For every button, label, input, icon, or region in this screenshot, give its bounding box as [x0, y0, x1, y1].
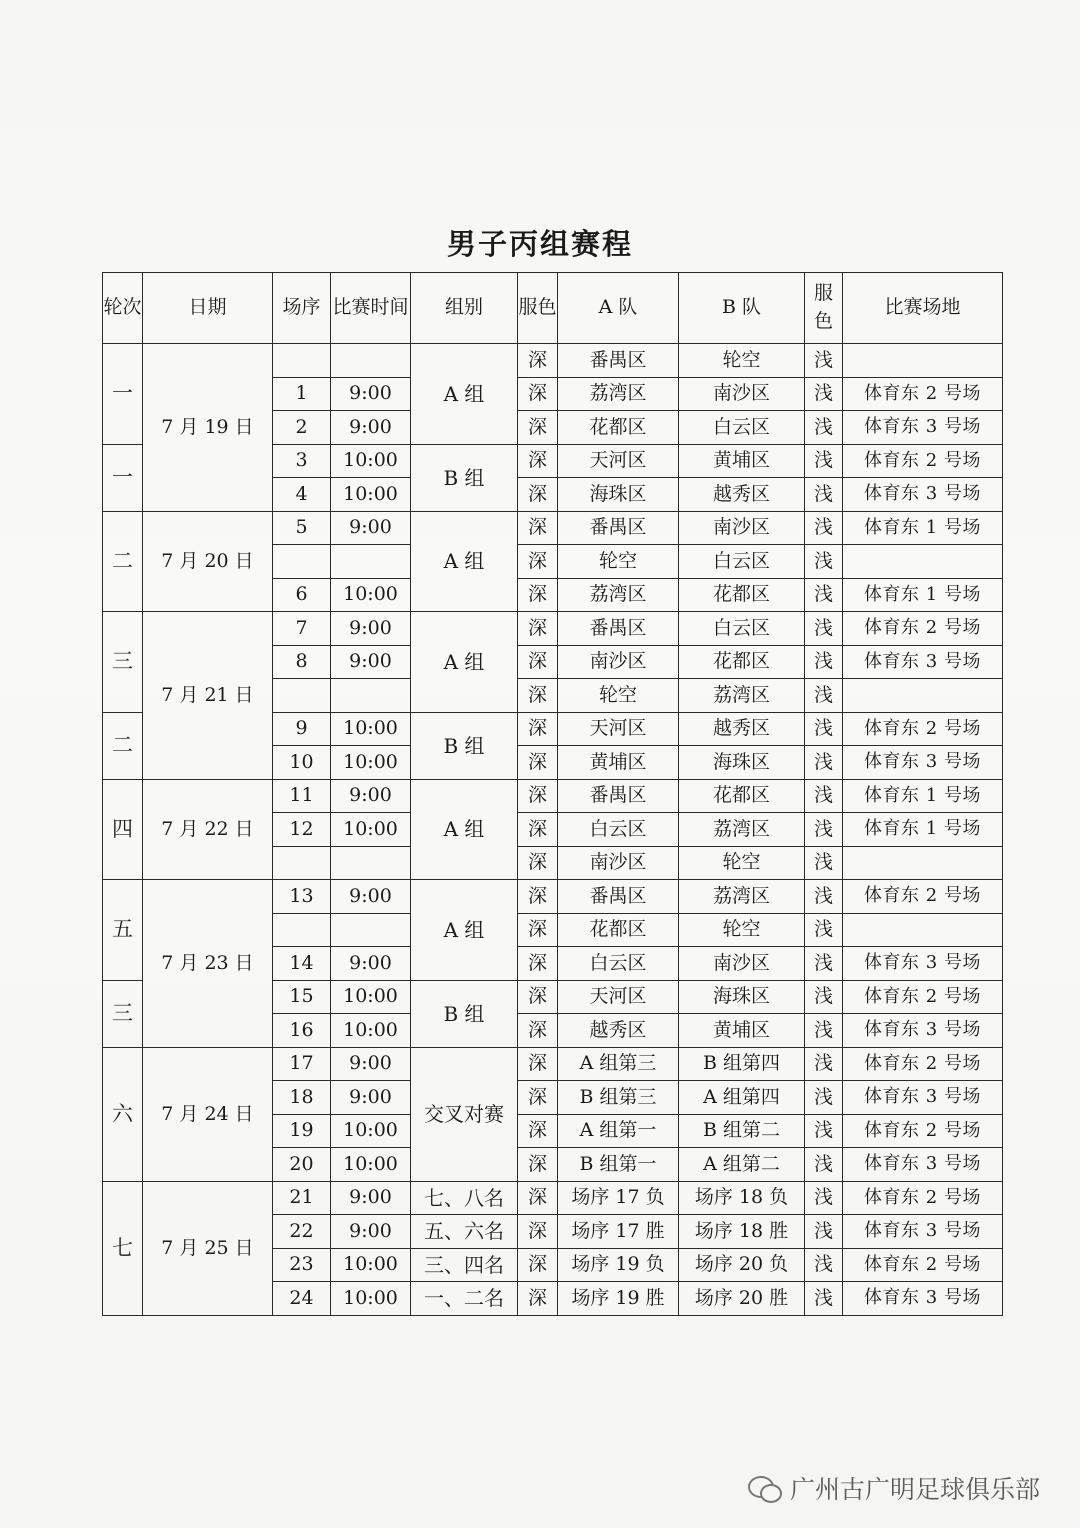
seq-cell [273, 679, 331, 713]
round-cell: 七 [103, 1181, 143, 1315]
team-b-cell: 南沙区 [679, 377, 805, 411]
group-cell: 五、六名 [411, 1215, 518, 1249]
team-a-cell: A 组第一 [558, 1114, 679, 1148]
time-cell: 9:00 [331, 411, 411, 445]
color-a-cell: 深 [518, 947, 558, 981]
page-title: 男子丙组赛程 [446, 227, 633, 261]
team-a-cell: 花都区 [558, 411, 679, 445]
color-b-cell: 浅 [805, 712, 843, 746]
color-a-cell: 深 [518, 1181, 558, 1215]
seq-cell [273, 344, 331, 378]
team-a-cell: B 组第三 [558, 1081, 679, 1115]
time-cell: 9:00 [331, 779, 411, 813]
team-b-cell: 黄埔区 [679, 444, 805, 478]
group-cell: A 组 [411, 880, 518, 981]
time-cell: 9:00 [331, 947, 411, 981]
color-a-cell: 深 [518, 1014, 558, 1048]
seq-cell: 19 [273, 1114, 331, 1148]
team-a-cell: 轮空 [558, 545, 679, 579]
color-b-cell: 浅 [805, 444, 843, 478]
team-a-cell: 天河区 [558, 444, 679, 478]
venue-cell: 体育东 2 号场 [843, 377, 1003, 411]
header-color-a: 服色 [518, 273, 558, 344]
team-a-cell: 南沙区 [558, 645, 679, 679]
venue-cell: 体育东 3 号场 [843, 478, 1003, 512]
color-a-cell: 深 [518, 1248, 558, 1282]
color-b-cell: 浅 [805, 846, 843, 880]
team-a-cell: 花都区 [558, 913, 679, 947]
color-b-cell: 浅 [805, 411, 843, 445]
time-cell: 10:00 [331, 813, 411, 847]
group-cell: B 组 [411, 980, 518, 1047]
team-b-cell: 场序 18 胜 [679, 1215, 805, 1249]
time-cell: 10:00 [331, 1014, 411, 1048]
team-b-cell: 花都区 [679, 645, 805, 679]
time-cell: 9:00 [331, 880, 411, 914]
color-b-cell: 浅 [805, 478, 843, 512]
seq-cell: 13 [273, 880, 331, 914]
color-a-cell: 深 [518, 411, 558, 445]
header-color-b: 服色 [805, 273, 843, 344]
team-b-cell: 花都区 [679, 578, 805, 612]
table-header-row [103, 273, 1003, 344]
color-a-cell: 深 [518, 1081, 558, 1115]
header-date: 日期 [143, 273, 273, 344]
team-a-cell: 南沙区 [558, 846, 679, 880]
color-b-cell: 浅 [805, 913, 843, 947]
date-cell: 7 月 24 日 [143, 1047, 273, 1181]
color-b-cell: 浅 [805, 980, 843, 1014]
header-seq: 场序 [273, 273, 331, 344]
seq-cell: 20 [273, 1148, 331, 1182]
team-a-cell: 番禺区 [558, 511, 679, 545]
team-b-cell: 荔湾区 [679, 679, 805, 713]
venue-cell [843, 913, 1003, 947]
team-b-cell: B 组第四 [679, 1047, 805, 1081]
round-cell: 一 [103, 344, 143, 445]
team-b-cell: 南沙区 [679, 511, 805, 545]
time-cell: 10:00 [331, 746, 411, 780]
round-cell: 二 [103, 511, 143, 612]
color-a-cell: 深 [518, 511, 558, 545]
seq-cell: 7 [273, 612, 331, 646]
color-b-cell: 浅 [805, 746, 843, 780]
time-cell: 9:00 [331, 1181, 411, 1215]
color-b-cell: 浅 [805, 1148, 843, 1182]
color-b-cell: 浅 [805, 1181, 843, 1215]
time-cell: 9:00 [331, 1215, 411, 1249]
color-a-cell: 深 [518, 846, 558, 880]
color-b-cell: 浅 [805, 1047, 843, 1081]
round-cell: 五 [103, 880, 143, 981]
team-a-cell: 番禺区 [558, 779, 679, 813]
header-team-a: A 队 [558, 273, 679, 344]
venue-cell: 体育东 2 号场 [843, 712, 1003, 746]
color-a-cell: 深 [518, 813, 558, 847]
team-b-cell: 荔湾区 [679, 880, 805, 914]
group-cell: B 组 [411, 712, 518, 779]
color-a-cell: 深 [518, 712, 558, 746]
venue-cell: 体育东 1 号场 [843, 511, 1003, 545]
date-cell: 7 月 20 日 [143, 511, 273, 612]
team-b-cell: 越秀区 [679, 712, 805, 746]
color-b-cell: 浅 [805, 511, 843, 545]
group-cell: A 组 [411, 779, 518, 880]
header-venue: 比赛场地 [843, 273, 1003, 344]
color-a-cell: 深 [518, 377, 558, 411]
venue-cell: 体育东 2 号场 [843, 1248, 1003, 1282]
color-b-cell: 浅 [805, 947, 843, 981]
group-cell: 三、四名 [411, 1248, 518, 1282]
venue-cell: 体育东 3 号场 [843, 746, 1003, 780]
table-row [103, 880, 1003, 914]
color-b-cell: 浅 [805, 1282, 843, 1316]
color-a-cell: 深 [518, 478, 558, 512]
team-a-cell: 场序 19 胜 [558, 1282, 679, 1316]
seq-cell: 1 [273, 377, 331, 411]
time-cell: 10:00 [331, 578, 411, 612]
color-b-cell: 浅 [805, 779, 843, 813]
team-a-cell: 黄埔区 [558, 746, 679, 780]
venue-cell: 体育东 2 号场 [843, 444, 1003, 478]
round-cell: 三 [103, 612, 143, 713]
time-cell: 10:00 [331, 1248, 411, 1282]
date-cell: 7 月 22 日 [143, 779, 273, 880]
venue-cell: 体育东 3 号场 [843, 1148, 1003, 1182]
seq-cell: 10 [273, 746, 331, 780]
seq-cell: 9 [273, 712, 331, 746]
team-b-cell: 花都区 [679, 779, 805, 813]
time-cell: 9:00 [331, 612, 411, 646]
team-b-cell: 越秀区 [679, 478, 805, 512]
color-a-cell: 深 [518, 880, 558, 914]
round-cell: 三 [103, 980, 143, 1047]
team-b-cell: 南沙区 [679, 947, 805, 981]
team-b-cell: 轮空 [679, 344, 805, 378]
venue-cell: 体育东 2 号场 [843, 612, 1003, 646]
time-cell: 10:00 [331, 712, 411, 746]
time-cell: 10:00 [331, 980, 411, 1014]
header-group: 组别 [411, 273, 518, 344]
venue-cell [843, 679, 1003, 713]
color-a-cell: 深 [518, 980, 558, 1014]
color-a-cell: 深 [518, 913, 558, 947]
table-row [103, 511, 1003, 545]
time-cell [331, 679, 411, 713]
venue-cell: 体育东 3 号场 [843, 1215, 1003, 1249]
team-b-cell: A 组第四 [679, 1081, 805, 1115]
color-b-cell: 浅 [805, 377, 843, 411]
color-a-cell: 深 [518, 679, 558, 713]
seq-cell: 24 [273, 1282, 331, 1316]
team-a-cell: A 组第三 [558, 1047, 679, 1081]
venue-cell: 体育东 2 号场 [843, 1047, 1003, 1081]
seq-cell: 8 [273, 645, 331, 679]
header-round: 轮次 [103, 273, 143, 344]
table-row [103, 779, 1003, 813]
group-cell: 七、八名 [411, 1181, 518, 1215]
venue-cell: 体育东 3 号场 [843, 645, 1003, 679]
venue-cell: 体育东 2 号场 [843, 1181, 1003, 1215]
round-cell: 一 [103, 444, 143, 511]
team-b-cell: 海珠区 [679, 980, 805, 1014]
team-b-cell: 白云区 [679, 612, 805, 646]
team-a-cell: 海珠区 [558, 478, 679, 512]
color-b-cell: 浅 [805, 612, 843, 646]
group-cell: A 组 [411, 344, 518, 445]
seq-cell [273, 913, 331, 947]
color-b-cell: 浅 [805, 880, 843, 914]
venue-cell: 体育东 3 号场 [843, 1081, 1003, 1115]
round-cell: 二 [103, 712, 143, 779]
color-a-cell: 深 [518, 344, 558, 378]
team-b-cell: 场序 20 胜 [679, 1282, 805, 1316]
color-a-cell: 深 [518, 444, 558, 478]
time-cell [331, 545, 411, 579]
table-row [103, 344, 1003, 378]
team-a-cell: 番禺区 [558, 344, 679, 378]
team-b-cell: 海珠区 [679, 746, 805, 780]
time-cell: 9:00 [331, 511, 411, 545]
group-cell: 交叉对赛 [411, 1047, 518, 1181]
team-a-cell: B 组第一 [558, 1148, 679, 1182]
seq-cell: 16 [273, 1014, 331, 1048]
time-cell [331, 344, 411, 378]
venue-cell [843, 846, 1003, 880]
venue-cell: 体育东 3 号场 [843, 947, 1003, 981]
team-b-cell: B 组第二 [679, 1114, 805, 1148]
color-b-cell: 浅 [805, 545, 843, 579]
round-cell: 六 [103, 1047, 143, 1181]
time-cell: 10:00 [331, 1148, 411, 1182]
seq-cell: 5 [273, 511, 331, 545]
color-a-cell: 深 [518, 1282, 558, 1316]
team-a-cell: 番禺区 [558, 612, 679, 646]
seq-cell: 11 [273, 779, 331, 813]
color-a-cell: 深 [518, 612, 558, 646]
time-cell: 9:00 [331, 1047, 411, 1081]
team-b-cell: 白云区 [679, 545, 805, 579]
date-cell: 7 月 21 日 [143, 612, 273, 780]
footer-text: 广州古广明足球俱乐部 [789, 1475, 1040, 1504]
group-cell: B 组 [411, 444, 518, 511]
color-b-cell: 浅 [805, 1248, 843, 1282]
footer-watermark [748, 1470, 1040, 1506]
team-a-cell: 荔湾区 [558, 578, 679, 612]
venue-cell: 体育东 3 号场 [843, 411, 1003, 445]
group-cell: A 组 [411, 612, 518, 713]
team-a-cell: 天河区 [558, 980, 679, 1014]
time-cell: 10:00 [331, 1114, 411, 1148]
team-b-cell: 白云区 [679, 411, 805, 445]
team-a-cell: 白云区 [558, 947, 679, 981]
seq-cell: 18 [273, 1081, 331, 1115]
team-a-cell: 场序 19 负 [558, 1248, 679, 1282]
seq-cell: 15 [273, 980, 331, 1014]
seq-cell: 23 [273, 1248, 331, 1282]
venue-cell [843, 344, 1003, 378]
color-b-cell: 浅 [805, 1014, 843, 1048]
group-cell: 一、二名 [411, 1282, 518, 1316]
date-cell: 7 月 23 日 [143, 880, 273, 1048]
table-row [103, 1047, 1003, 1081]
table-row [103, 1181, 1003, 1215]
seq-cell: 12 [273, 813, 331, 847]
color-b-cell: 浅 [805, 1114, 843, 1148]
venue-cell: 体育东 3 号场 [843, 1014, 1003, 1048]
color-a-cell: 深 [518, 1047, 558, 1081]
team-a-cell: 天河区 [558, 712, 679, 746]
time-cell: 10:00 [331, 478, 411, 512]
color-b-cell: 浅 [805, 1081, 843, 1115]
seq-cell: 2 [273, 411, 331, 445]
wechat-icon [748, 1474, 782, 1502]
header-team-b: B 队 [679, 273, 805, 344]
seq-cell: 22 [273, 1215, 331, 1249]
time-cell: 10:00 [331, 1282, 411, 1316]
color-a-cell: 深 [518, 578, 558, 612]
time-cell [331, 913, 411, 947]
color-a-cell: 深 [518, 1114, 558, 1148]
team-b-cell: 场序 18 负 [679, 1181, 805, 1215]
time-cell: 10:00 [331, 444, 411, 478]
venue-cell: 体育东 1 号场 [843, 779, 1003, 813]
date-cell: 7 月 19 日 [143, 344, 273, 512]
time-cell: 9:00 [331, 1081, 411, 1115]
venue-cell: 体育东 2 号场 [843, 1114, 1003, 1148]
seq-cell: 4 [273, 478, 331, 512]
time-cell [331, 846, 411, 880]
color-b-cell: 浅 [805, 344, 843, 378]
team-a-cell: 番禺区 [558, 880, 679, 914]
color-a-cell: 深 [518, 746, 558, 780]
color-a-cell: 深 [518, 1148, 558, 1182]
team-b-cell: A 组第二 [679, 1148, 805, 1182]
team-a-cell: 白云区 [558, 813, 679, 847]
date-cell: 7 月 25 日 [143, 1181, 273, 1315]
team-a-cell: 荔湾区 [558, 377, 679, 411]
venue-cell [843, 545, 1003, 579]
team-b-cell: 轮空 [679, 846, 805, 880]
group-cell: A 组 [411, 511, 518, 612]
team-b-cell: 荔湾区 [679, 813, 805, 847]
team-b-cell: 轮空 [679, 913, 805, 947]
venue-cell: 体育东 2 号场 [843, 980, 1003, 1014]
seq-cell: 14 [273, 947, 331, 981]
team-b-cell: 场序 20 负 [679, 1248, 805, 1282]
seq-cell [273, 545, 331, 579]
schedule-table [102, 272, 1003, 1316]
venue-cell: 体育东 3 号场 [843, 1282, 1003, 1316]
venue-cell: 体育东 1 号场 [843, 578, 1003, 612]
team-b-cell: 黄埔区 [679, 1014, 805, 1048]
team-a-cell: 轮空 [558, 679, 679, 713]
time-cell: 9:00 [331, 377, 411, 411]
header-time: 比赛时间 [331, 273, 411, 344]
seq-cell [273, 846, 331, 880]
round-cell: 四 [103, 779, 143, 880]
color-b-cell: 浅 [805, 679, 843, 713]
seq-cell: 3 [273, 444, 331, 478]
team-a-cell: 越秀区 [558, 1014, 679, 1048]
color-b-cell: 浅 [805, 1215, 843, 1249]
seq-cell: 6 [273, 578, 331, 612]
seq-cell: 21 [273, 1181, 331, 1215]
color-a-cell: 深 [518, 545, 558, 579]
seq-cell: 17 [273, 1047, 331, 1081]
table-row [103, 612, 1003, 646]
color-a-cell: 深 [518, 1215, 558, 1249]
team-a-cell: 场序 17 负 [558, 1181, 679, 1215]
time-cell: 9:00 [331, 645, 411, 679]
color-a-cell: 深 [518, 645, 558, 679]
venue-cell: 体育东 1 号场 [843, 813, 1003, 847]
venue-cell: 体育东 2 号场 [843, 880, 1003, 914]
color-b-cell: 浅 [805, 645, 843, 679]
team-a-cell: 场序 17 胜 [558, 1215, 679, 1249]
color-a-cell: 深 [518, 779, 558, 813]
color-b-cell: 浅 [805, 813, 843, 847]
color-b-cell: 浅 [805, 578, 843, 612]
